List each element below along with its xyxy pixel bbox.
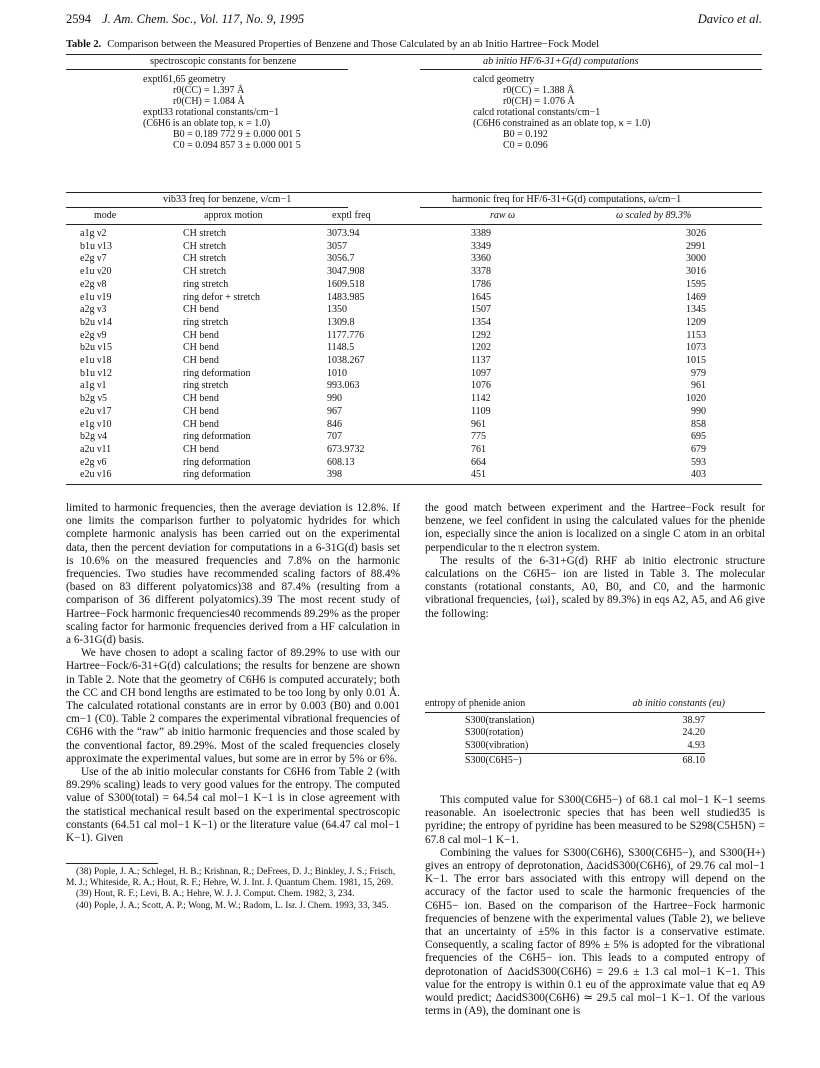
right-text-column-bottom <box>425 794 765 1018</box>
entropy-table <box>425 698 765 768</box>
body-paragraph: the good match between experiment and the Hartree−Fock result for benzene, we feel confident in using the calculated values for the phenide ion, especially since the anion is localized on a single C atom in an orbital perpendicular to the π electron system. <box>425 502 765 554</box>
table-cell: CH bend <box>183 304 219 316</box>
table-cell: 1350 <box>327 304 347 316</box>
table-cell: 2991 <box>686 240 706 252</box>
journal-citation: J. Am. Chem. Soc., Vol. 117, No. 9, 1995 <box>102 12 305 26</box>
table-cell: 695 <box>691 431 706 443</box>
table-cell: 1292 <box>471 329 491 341</box>
table-cell: CH bend <box>183 443 219 455</box>
entropy-value: 24.20 <box>682 727 705 738</box>
benzene-constant-line: B0 = 0.189 772 9 ± 0.000 001 5 <box>173 129 301 140</box>
table-cell: 1609.518 <box>327 278 365 290</box>
table-cell: 1010 <box>327 367 347 379</box>
table-cell: ring deformation <box>183 367 251 379</box>
entropy-row <box>425 715 765 728</box>
body-paragraph: We have chosen to adopt a scaling factor of 89.29% to use with our Hartree−Fock/6-31+G(d) calculations; the results for benzene are shown in Table 2. Note that the geometry of C6H6 is computed accurately; both the CC and CH bond lengths are estimated to be too long by only 0.01 Å. The calculated rotational constants are in error by 0.003 (B0) and 0.001 cm−1 (C0). Table 2 compares the experimental vibrational frequencies of C6H6 with the “raw” ab initio harmonic frequencies and those scaled by the conventional factor, 89.29%. Most of the scaled frequencies closely approximate the experimental values, but some are in error by 5% or 6%. <box>66 647 400 765</box>
entropy-head-rule <box>425 712 765 713</box>
calculated-constant-line: calcd rotational constants/cm−1 <box>473 107 601 118</box>
table-cell: e2g ν8 <box>80 278 107 290</box>
col-head-motion: approx motion <box>204 210 263 221</box>
table-row <box>66 381 762 391</box>
table-cell: a2g ν3 <box>80 304 107 316</box>
table-cell: 1209 <box>686 316 706 328</box>
table-row <box>66 331 762 341</box>
body-paragraph: limited to harmonic frequencies, then the average deviation is 12.8%. If one limits the comparison further to polyatomic hydrides for which complete harmonic analysis has been carried out on the experimental data, then the percent deviation for computations in a 6-31G(d) basis set is 10.6% on the measured frequencies and 7.8% on the harmonic frequencies. Two studies have recommended scaling factors of 88.4% (based on 83 different polyatomics)38 and 87.4% (resulting from a comparison of 36 different polyatomics).39 The most recent study of Hartree−Fock harmonic frequencies40 recommends 89.29% as the proper scaling factor for harmonic frequencies derived from a HF calculation in a 6-31G(d) basis. <box>66 502 400 647</box>
table-cell: 1507 <box>471 304 491 316</box>
table-cell: 1076 <box>471 380 491 392</box>
table-cell: e2g ν9 <box>80 329 107 341</box>
table-cell: CH bend <box>183 355 219 366</box>
entropy-head-left: entropy of phenide anion <box>425 698 526 709</box>
table-cell: 1645 <box>471 291 491 303</box>
table-cell: e1g ν10 <box>80 418 112 430</box>
calculated-constant-line: r0(CH) = 1.076 Å <box>503 96 575 107</box>
table-cell: b1u ν13 <box>80 240 113 252</box>
table-cell: 3047.908 <box>327 266 365 278</box>
col-head-scaled: ω scaled by 89.3% <box>616 210 692 221</box>
table-cell: e1u ν20 <box>80 266 112 278</box>
right-section-heading: ab initio HF/6-31+G(d) computations <box>483 56 639 67</box>
table-cell: 451 <box>471 469 486 481</box>
table-cell: ring defor + stretch <box>183 291 261 303</box>
table-row <box>66 280 762 290</box>
running-header <box>66 12 762 30</box>
table-cell: 1109 <box>471 405 491 417</box>
table-cell: 961 <box>691 380 706 392</box>
table-row <box>66 458 762 468</box>
table-cell: 990 <box>691 405 706 417</box>
table-cell: ring stretch <box>183 278 229 290</box>
table-cell: CH stretch <box>183 266 227 278</box>
table-row <box>66 394 762 404</box>
table-cell: 1038.267 <box>327 355 365 366</box>
table-cell: CH bend <box>183 342 219 354</box>
benzene-constant-line: exptl61,65 geometry <box>143 74 226 85</box>
table-cell: b2g ν5 <box>80 393 108 405</box>
table-cell: e2g ν7 <box>80 253 107 265</box>
table-cell: CH bend <box>183 329 219 341</box>
table-cell: 664 <box>471 456 486 468</box>
table-cell: 1097 <box>471 367 491 379</box>
table-cell: 1073 <box>686 342 706 354</box>
table-cell: 990 <box>327 393 342 405</box>
benzene-constant-line: exptl33 rotational constants/cm−1 <box>143 107 280 118</box>
column-header-row <box>66 211 762 221</box>
reference-entry: (38) Pople, J. A.; Schlegel, H. B.; Krishnan, R.; DeFrees, D. J.; Binkley, J. S.; Frisch, M. J.; Whiteside, R. A.; Hout, R. F.; Hehre, W. J. Int. J. Quantum Chem. 1981, 15, 269. <box>66 867 396 888</box>
table-cell: ring deformation <box>183 469 251 481</box>
table-cell: 1202 <box>471 342 491 354</box>
body-paragraph: Use of the ab initio molecular constants for C6H6 from Table 2 (with 89.29% scaling) leads to very good values for the entropy. The computed value of S300(total) = 64.54 cal mol−1 K−1 is in close agreement with the statistical mechanical result based on the experimental spectroscopic constants (64.51 cal mol−1 K−1) or the literature value (64.47 cal mol−1 K−1). Given <box>66 766 400 845</box>
table-cell: CH bend <box>183 418 219 430</box>
table-cell: 3016 <box>686 266 706 278</box>
table-cell: 3026 <box>686 228 706 239</box>
freq-right-heading: harmonic freq for HF/6-31+G(d) computations, ω/cm−1 <box>452 194 682 205</box>
table-bottom-rule <box>66 484 762 485</box>
table-cell: 3349 <box>471 240 491 252</box>
col-head-mode: mode <box>94 210 117 221</box>
table-cell: 593 <box>691 456 706 468</box>
table-cell: 775 <box>471 431 486 443</box>
entropy-value: 38.97 <box>682 714 705 726</box>
table-cell: 3056.7 <box>327 253 355 265</box>
entropy-term: S300(translation) <box>465 714 535 726</box>
entropy-term: S300(C6H5−) <box>465 755 522 766</box>
table-cell: 846 <box>327 418 342 430</box>
table-cell: 1153 <box>686 329 706 341</box>
table-row <box>66 229 762 239</box>
table-cell: 398 <box>327 469 342 481</box>
table-cell: 1020 <box>686 393 706 405</box>
table-cell: 1345 <box>686 304 706 316</box>
table-cell: 1354 <box>471 316 491 328</box>
footnote-rule <box>66 863 158 864</box>
table-cell: CH bend <box>183 393 219 405</box>
table-cell: 993.063 <box>327 380 360 392</box>
table-cell: a2u ν11 <box>80 443 112 455</box>
table-cell: ring stretch <box>183 316 229 328</box>
table-cell: 3057 <box>327 240 347 252</box>
table-row <box>66 445 762 455</box>
entropy-value: 68.10 <box>682 755 705 766</box>
table-cell: 1142 <box>471 393 491 405</box>
table-row <box>66 293 762 303</box>
table-cell: 1595 <box>686 278 706 290</box>
table-row <box>66 407 762 417</box>
benzene-constant-line: C0 = 0.094 857 3 ± 0.000 001 5 <box>173 140 301 151</box>
table-cell: ring deformation <box>183 431 251 443</box>
benzene-constant-line: r0(CH) = 1.084 Å <box>173 96 245 107</box>
table-row <box>66 432 762 442</box>
benzene-constant-line: r0(CC) = 1.397 Å <box>173 85 245 96</box>
table-cell: 3073.94 <box>327 228 360 239</box>
table-row <box>66 267 762 277</box>
calculated-constant-line: C0 = 0.096 <box>503 140 548 151</box>
calculated-constant-line: (C6H6 constrained as an oblate top, κ = 1.0) <box>473 118 651 129</box>
table-row <box>66 369 762 379</box>
table-row <box>66 305 762 315</box>
left-section-heading: spectroscopic constants for benzene <box>150 56 297 67</box>
table-cell: 3360 <box>471 253 491 265</box>
entropy-term: S300(rotation) <box>465 727 524 738</box>
table-cell: CH stretch <box>183 240 227 252</box>
col-head-exptl: exptl freq <box>332 210 371 221</box>
table-cell: b2g ν4 <box>80 431 108 443</box>
table-cell: 858 <box>691 418 706 430</box>
col-head-raw: raw ω <box>490 210 516 221</box>
table-row <box>66 470 762 480</box>
entropy-term: S300(vibration) <box>465 739 529 751</box>
table-cell: 1148.5 <box>327 342 355 354</box>
calculated-constant-line: B0 = 0.192 <box>503 129 548 140</box>
table-cell: 673.9732 <box>327 443 365 455</box>
freq-left-heading: vib33 freq for benzene, ν/cm−1 <box>163 194 292 205</box>
right-text-column-top <box>425 502 765 621</box>
entropy-head-right: ab initio constants (eu) <box>632 698 725 709</box>
entropy-rows <box>425 715 765 768</box>
table-cell: CH stretch <box>183 253 227 265</box>
table-cell: 679 <box>691 443 706 455</box>
table-cell: 707 <box>327 431 342 443</box>
table-cell: b2u ν14 <box>80 316 113 328</box>
entropy-value: 4.93 <box>687 739 705 751</box>
table-cell: 1786 <box>471 278 491 290</box>
table-cell: e2g ν6 <box>80 456 107 468</box>
entropy-sum-rule <box>465 753 705 754</box>
table-cell: 1137 <box>471 355 491 366</box>
calculated-constant-line: r0(CC) = 1.388 Å <box>503 85 575 96</box>
table-cell: 967 <box>327 405 342 417</box>
calculated-constants-block <box>473 74 650 151</box>
header-bottom-rule <box>66 224 762 225</box>
reference-entry: (39) Hout, R. F.; Levi, B. A.; Hehre, W. J. J. Comput. Chem. 1982, 3, 234. <box>76 889 355 899</box>
entropy-row <box>425 755 765 768</box>
table-caption-text: Comparison between the Measured Properties of Benzene and Those Calculated by an ab Initio Hartree−Fock Model <box>107 39 600 50</box>
table-row <box>66 254 762 264</box>
table-cell: 3000 <box>686 253 706 265</box>
table-cell: a1g ν1 <box>80 380 107 392</box>
table-cell: 761 <box>471 443 486 455</box>
mid-rule <box>66 192 762 193</box>
table-row <box>66 343 762 353</box>
reference-entry: (40) Pople, J. A.; Scott, A. P.; Wong, M. W.; Radom, L. Isr. J. Chem. 1993, 33, 345. <box>76 900 389 911</box>
freq-left-rule <box>66 207 348 208</box>
table-cell: b1u ν12 <box>80 367 113 379</box>
table-cell: ring deformation <box>183 456 251 468</box>
table-cell: 979 <box>691 367 706 379</box>
freq-right-rule <box>420 207 762 208</box>
table-cell: ring stretch <box>183 380 229 392</box>
body-paragraph: This computed value for S300(C6H5−) of 68.1 cal mol−1 K−1 seems reasonable. An isoelectronic species that has been well studied35 is pyridine; the entropy of pyridine has been measured to be S298(C5H5N) = 67.8 cal mol−1 K−1. <box>425 794 765 846</box>
table-cell: e2u ν17 <box>80 405 112 417</box>
table-cell: 1483.985 <box>327 291 365 303</box>
table-cell: a1g ν2 <box>80 228 107 239</box>
table-row <box>66 318 762 328</box>
right-section-rule <box>420 69 762 70</box>
table-caption <box>66 39 762 50</box>
table-row <box>66 420 762 430</box>
table-row <box>66 242 762 252</box>
table-cell: 1015 <box>686 355 706 366</box>
body-paragraph: The results of the 6-31+G(d) RHF ab initio electronic structure calculations on the C6H5− ion are listed in Table 3. The molecular constants (rotational constants, A0, B0, and C0, and the harmonic vibrational frequencies, {ωi}, scaled by 89.3%) in eqs A2, A5, and A6 give the following: <box>425 554 765 620</box>
running-authors: Davico et al. <box>697 12 762 26</box>
table-cell: 3378 <box>471 266 491 278</box>
page-number: 2594 <box>66 12 91 26</box>
entropy-row <box>425 740 765 753</box>
table-cell: 1309.8 <box>327 316 355 328</box>
table-cell: b2u ν15 <box>80 342 113 354</box>
table-cell: CH bend <box>183 405 219 417</box>
table-cell: 608.13 <box>327 456 355 468</box>
left-text-column <box>66 502 400 845</box>
table-cell: CH stretch <box>183 228 227 239</box>
table-cell: 1469 <box>686 291 706 303</box>
body-paragraph: Combining the values for S300(C6H6), S300(C6H5−), and S300(H+) gives an entropy of deprotonation, ΔacidS300(C6H6), of 29.76 cal mol−1 K−1. The error bars associated with this entropy will depend on the accuracy of the factor used to scale the harmonic frequencies of the C6H5− ion. Based on the comparison of the Hartree−Fock harmonic frequencies of benzene with the experimental values (Table 2), we believe that an uncertainty of ±5% in this factor is a conservative estimate. Consequently, a scaling factor of 89% ± 5% is adopted for the vibrational frequencies of the C6H5− ion. This leads to a computed entropy of deprotonation of ΔacidS300(C6H6) = 29.6 ± 1.3 cal mol−1 K−1. This value for the entropy is within 0.1 eu of the approximate value that eq A9 would predict; ΔacidS300(C6H6) ≃ 29.5 cal mol−1 K−1. Of the various terms in (A9), the dominant one is <box>425 846 765 1018</box>
references <box>66 867 400 912</box>
table-cell: 961 <box>471 418 486 430</box>
calculated-constant-line: calcd geometry <box>473 74 535 85</box>
table-cell: 403 <box>691 469 706 481</box>
table-row <box>66 356 762 366</box>
table-cell: 1177.776 <box>327 329 365 341</box>
benzene-constant-line: (C6H6 is an oblate top, κ = 1.0) <box>143 118 271 129</box>
entropy-row <box>425 727 765 740</box>
table-cell: e1u ν19 <box>80 291 112 303</box>
table-label: Table 2. <box>66 39 102 50</box>
table-cell: 3389 <box>471 228 491 239</box>
table-top-rule <box>66 54 762 55</box>
table-cell: e1u ν18 <box>80 355 112 366</box>
left-section-rule <box>66 69 348 70</box>
benzene-constants-block <box>143 74 301 151</box>
table-cell: e2u ν16 <box>80 469 112 481</box>
